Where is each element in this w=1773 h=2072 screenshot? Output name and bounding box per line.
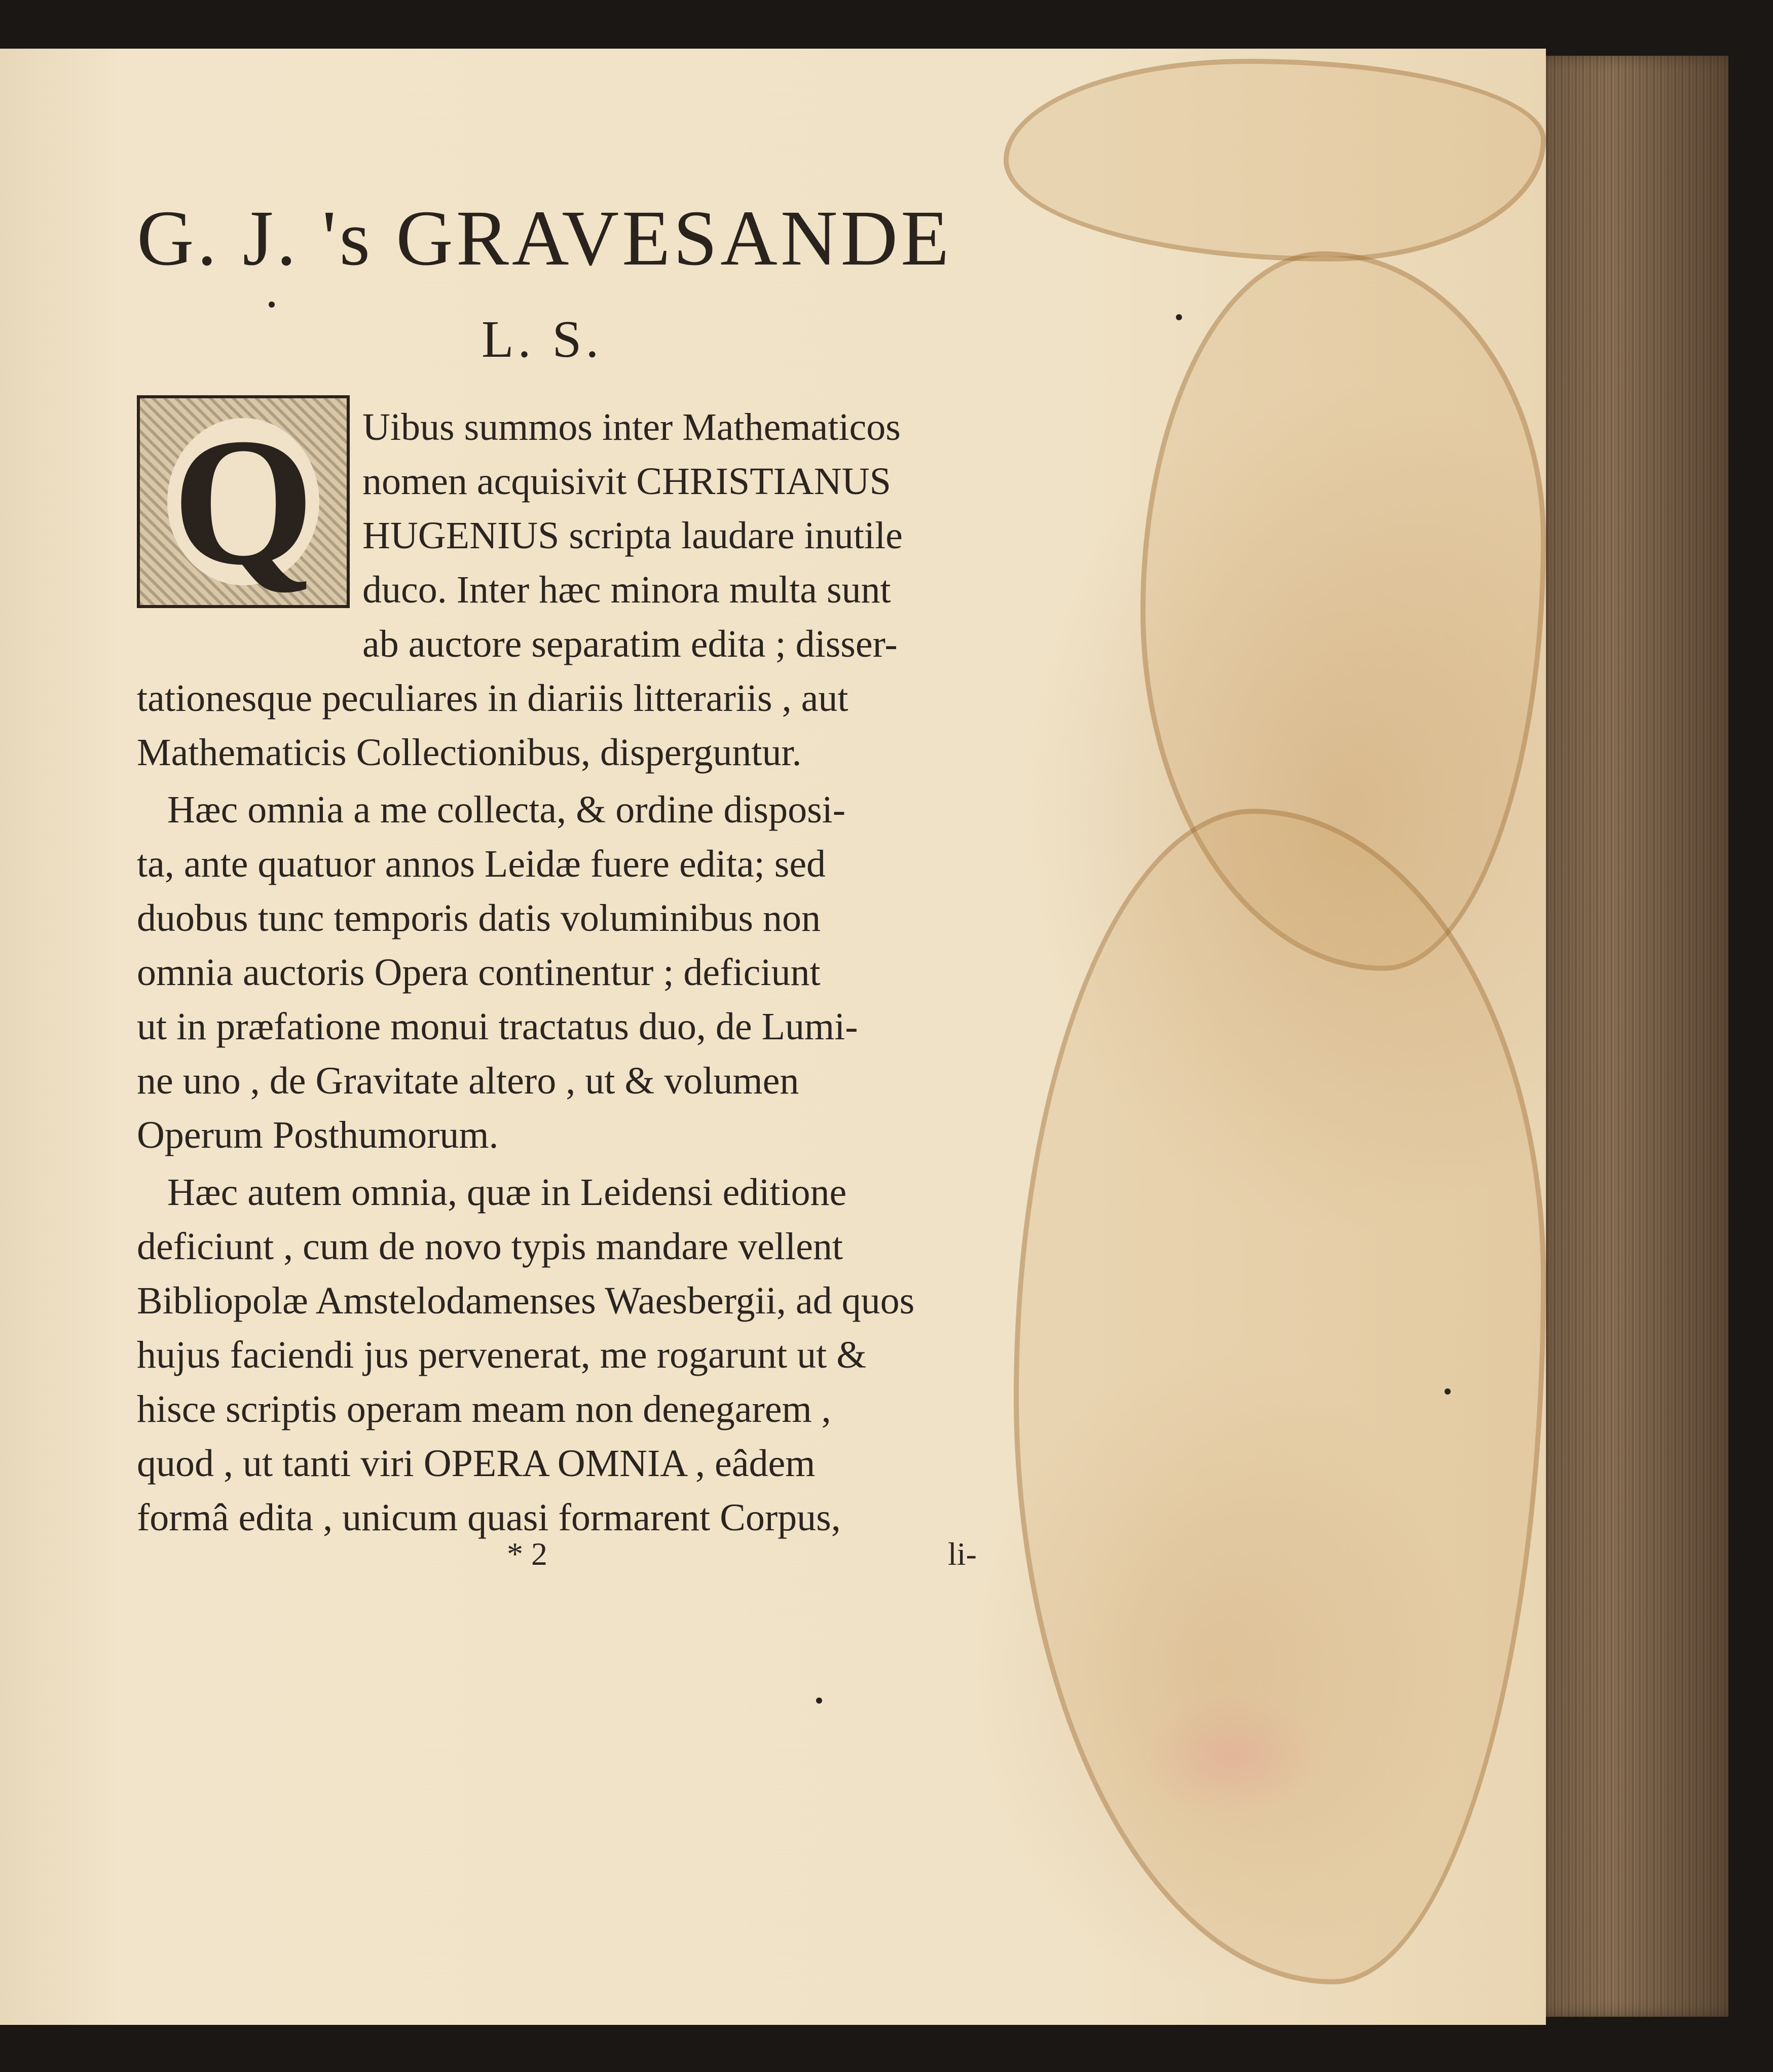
water-stain [1004,59,1546,261]
catchword: li- [948,1536,977,1572]
signature-mark: * 2 [507,1536,547,1572]
text-line: duco. Inter hæc minora multa sunt [362,569,891,611]
text-line: Mathematicis Collectionibus, disperguntur. [137,731,802,774]
text-line: Hæc omnia a me collecta, & ordine disposi- [167,788,846,831]
page-title: G. J. 's GRAVESANDE [137,194,952,282]
text-line: HUGENIUS scripta laudare inutile [362,514,903,557]
text-line: tationesque peculiares in diariis litterariis , aut [137,677,848,720]
text-line: nomen acquisivit CHRISTIANUS [362,460,891,503]
text-line: ut in præfatione monui tractatus duo, de Lumi- [137,1005,858,1048]
drop-cap-letter: Q [167,418,319,585]
ornamental-drop-cap [137,395,350,608]
text-line: deficiunt , cum de novo typis mandare vellent [137,1225,843,1268]
text-line: ne uno , de Gravitate altero , ut & volumen [137,1060,799,1102]
text-line: ta, ante quatuor annos Leidæ fuere edita; sed [137,843,826,885]
text-line: ab auctore separatim edita ; disser- [362,623,898,665]
page-subtitle: L. S. [482,310,603,368]
text-line: Operum Posthumorum. [137,1114,499,1156]
text-line: hujus faciendi jus pervenerat, me rogarunt ut & [137,1334,867,1376]
text-line: hisce scriptis operam meam non denegarem , [137,1388,831,1430]
text-line: duobus tunc temporis datis voluminibus non [137,897,821,939]
text-line: formâ edita , unicum quasi formarent Corpus, [137,1496,841,1539]
text-line: quod , ut tanti viri OPERA OMNIA , eâdem [137,1442,816,1485]
text-line: omnia auctoris Opera continentur ; deficiunt [137,951,821,994]
text-line: Bibliopolæ Amstelodamenses Waesbergii, ad quos [137,1279,915,1322]
text-line: Hæc autem omnia, quæ in Leidensi editione [167,1171,847,1214]
text-line: Uibus summos inter Mathematicos [362,406,901,448]
red-ink-mark [1140,1696,1323,1817]
